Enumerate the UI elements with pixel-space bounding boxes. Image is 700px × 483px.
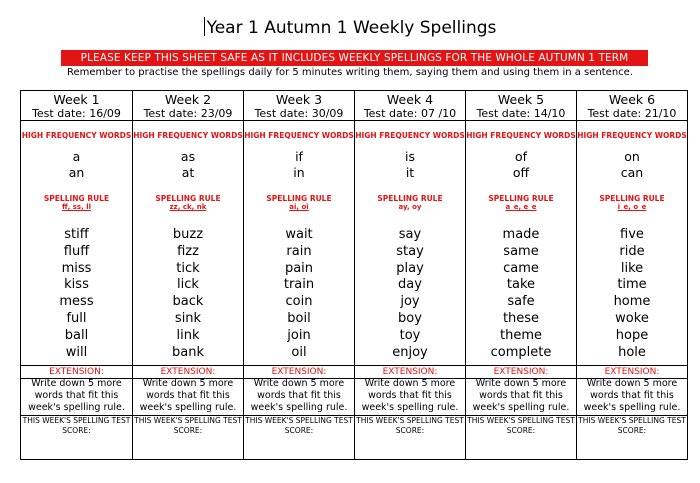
spelling-word: woke: [615, 310, 649, 326]
spelling-word: buzz: [172, 227, 204, 242]
week-header: [355, 91, 465, 121]
spelling-word: back: [172, 294, 204, 310]
high-frequency-word: at: [181, 165, 195, 180]
spelling-word: play: [396, 260, 424, 276]
extension-label: EXTENSION:: [21, 365, 132, 379]
high-frequency-word: an: [68, 165, 85, 180]
test-date: Test date: 07 /10: [363, 107, 457, 120]
spelling-rule-sounds: ai, oi: [289, 203, 309, 211]
test-date: Test date: 30/09: [254, 107, 344, 120]
week-column: [243, 91, 354, 459]
spelling-word: bank: [172, 344, 204, 360]
week-header: [466, 91, 576, 121]
spelling-word: miss: [61, 260, 92, 276]
week-name: Week 1: [53, 92, 100, 107]
week-column: [465, 91, 576, 459]
page-title: [0, 17, 700, 38]
spelling-word-list: [355, 227, 465, 361]
spelling-word: safe: [507, 294, 535, 310]
test-date: Test date: 14/10: [476, 107, 566, 120]
spelling-word: boil: [287, 310, 311, 326]
extension-label: EXTENSION:: [244, 365, 354, 379]
spelling-rule-label: SPELLING RULE: [266, 194, 332, 203]
test-date: Test date: 21/10: [587, 107, 677, 120]
test-score-label: THIS WEEK'S SPELLING TEST SCORE:: [467, 416, 575, 435]
spelling-word: say: [398, 227, 422, 242]
spelling-word: home: [613, 294, 651, 310]
week-column: [21, 91, 132, 459]
high-frequency-label: HIGH FREQUENCY WORDS: [466, 131, 576, 140]
high-frequency-word: can: [620, 165, 644, 180]
page-title-text: Year 1 Autumn 1 Weekly Spellings: [206, 18, 497, 38]
high-frequency-label: HIGH FREQUENCY WORDS: [133, 131, 243, 140]
spelling-word: coin: [285, 294, 313, 310]
spelling-word: toy: [399, 327, 421, 343]
test-score-label: THIS WEEK'S SPELLING TEST SCORE:: [578, 416, 686, 435]
spelling-word: stiff: [64, 227, 89, 242]
spelling-word: day: [398, 277, 422, 293]
spelling-word-list: [244, 227, 354, 361]
spelling-word: oil: [291, 344, 307, 360]
spelling-word: joy: [400, 294, 420, 310]
extension-label: EXTENSION:: [355, 365, 465, 379]
spelling-word: complete: [490, 344, 552, 360]
keep-safe-banner: PLEASE KEEP THIS SHEET SAFE AS IT INCLUDES WEEKLY SPELLINGS FOR THE WHOLE AUTUMN 1 TERM: [61, 50, 648, 66]
text-cursor: [204, 17, 205, 36]
high-frequency-word: in: [293, 165, 305, 180]
spelling-word: enjoy: [392, 344, 428, 360]
high-frequency-word: it: [405, 165, 415, 180]
spelling-word: wait: [285, 227, 313, 242]
spelling-word-list: [577, 227, 687, 361]
week-header: [577, 91, 687, 121]
spelling-word-list: [133, 227, 243, 361]
spelling-word: boy: [398, 310, 422, 326]
extension-instructions: Write down 5 more words that fit this week's spelling rule.: [577, 378, 687, 416]
spelling-rule-sounds: ff, ss, ll: [62, 203, 91, 211]
test-score-label: THIS WEEK'S SPELLING TEST SCORE:: [245, 416, 353, 435]
spelling-word: made: [502, 227, 540, 242]
spelling-word: stay: [396, 243, 424, 259]
week-column: [576, 91, 687, 459]
extension-instructions: Write down 5 more words that fit this week's spelling rule.: [133, 378, 243, 416]
high-frequency-word: on: [624, 149, 640, 164]
spelling-word: rain: [286, 243, 312, 259]
test-score-label: THIS WEEK'S SPELLING TEST SCORE:: [356, 416, 464, 435]
spelling-rule-sounds: a_e, e_e: [505, 203, 537, 211]
spelling-rule-label: SPELLING RULE: [155, 194, 221, 203]
spelling-word: time: [617, 277, 647, 293]
spelling-word: like: [620, 260, 644, 276]
spelling-word: pain: [284, 260, 314, 276]
spelling-word: take: [506, 277, 536, 293]
week-name: Week 3: [275, 92, 323, 107]
spelling-rule-label: SPELLING RULE: [43, 194, 110, 203]
high-frequency-label: HIGH FREQUENCY WORDS: [21, 131, 132, 140]
spelling-word: sink: [174, 310, 202, 326]
high-frequency-word: a: [72, 149, 81, 164]
week-name: Week 5: [497, 92, 545, 107]
spelling-word: tick: [176, 260, 200, 276]
high-frequency-label: HIGH FREQUENCY WORDS: [244, 131, 354, 140]
spelling-word: link: [176, 327, 200, 343]
week-header: [21, 91, 132, 121]
week-column: [354, 91, 465, 459]
test-date: Test date: 23/09: [143, 107, 233, 120]
spelling-word: hope: [615, 327, 649, 343]
spelling-rule-label: SPELLING RULE: [377, 194, 443, 203]
extension-instructions: Write down 5 more words that fit this week's spelling rule.: [466, 378, 576, 416]
spelling-word: came: [503, 260, 539, 276]
spelling-word: hole: [618, 344, 646, 360]
extension-label: EXTENSION:: [466, 365, 576, 379]
spelling-word: fizz: [177, 243, 199, 259]
test-score-label: THIS WEEK'S SPELLING TEST SCORE:: [134, 416, 242, 435]
high-frequency-label: HIGH FREQUENCY WORDS: [355, 131, 465, 140]
week-name: Week 4: [386, 92, 434, 107]
spelling-rule-label: SPELLING RULE: [488, 194, 554, 203]
spelling-word: train: [283, 277, 315, 293]
high-frequency-word: off: [512, 165, 530, 180]
high-frequency-word: of: [514, 149, 528, 164]
week-name: Week 6: [608, 92, 656, 107]
spelling-word: theme: [500, 327, 542, 343]
extension-label: EXTENSION:: [133, 365, 243, 379]
spelling-word: full: [66, 310, 87, 326]
extension-instructions: Write down 5 more words that fit this week's spelling rule.: [244, 378, 354, 416]
spelling-word: kiss: [64, 277, 89, 293]
high-frequency-word: if: [295, 149, 303, 164]
spelling-word: mess: [59, 294, 94, 310]
spelling-word: join: [287, 327, 311, 343]
spelling-word-list: [21, 227, 132, 361]
spelling-word: five: [620, 227, 644, 242]
spelling-rule-sounds: i_e, o_e: [617, 203, 647, 211]
spelling-rule-sounds: ay, oy: [398, 203, 422, 211]
test-date: Test date: 16/09: [32, 107, 121, 120]
spelling-word: fluff: [63, 243, 90, 259]
high-frequency-word: as: [180, 149, 196, 164]
spelling-word: ball: [64, 327, 89, 343]
high-frequency-label: HIGH FREQUENCY WORDS: [577, 131, 687, 140]
spelling-word: lick: [177, 277, 199, 293]
extension-label: EXTENSION:: [577, 365, 687, 379]
extension-instructions: Write down 5 more words that fit this week's spelling rule.: [21, 378, 132, 416]
spelling-word: these: [502, 310, 540, 326]
spelling-word-list: [466, 227, 576, 361]
spelling-word: same: [503, 243, 539, 259]
spellings-table: [20, 90, 688, 460]
spelling-rule-sounds: zz, ck, nk: [169, 203, 207, 211]
spelling-word: will: [65, 344, 88, 360]
spelling-word: ride: [619, 243, 645, 259]
practice-reminder: Remember to practise the spellings daily for 5 minutes writing them, saying them and using them in a sentence.: [66, 67, 633, 78]
spelling-rule-label: SPELLING RULE: [599, 194, 665, 203]
week-header: [133, 91, 243, 121]
week-column: [132, 91, 243, 459]
high-frequency-word: is: [405, 149, 415, 164]
week-header: [244, 91, 354, 121]
extension-instructions: Write down 5 more words that fit this week's spelling rule.: [355, 378, 465, 416]
test-score-label: THIS WEEK'S SPELLING TEST SCORE:: [22, 416, 131, 435]
week-name: Week 2: [164, 92, 212, 107]
